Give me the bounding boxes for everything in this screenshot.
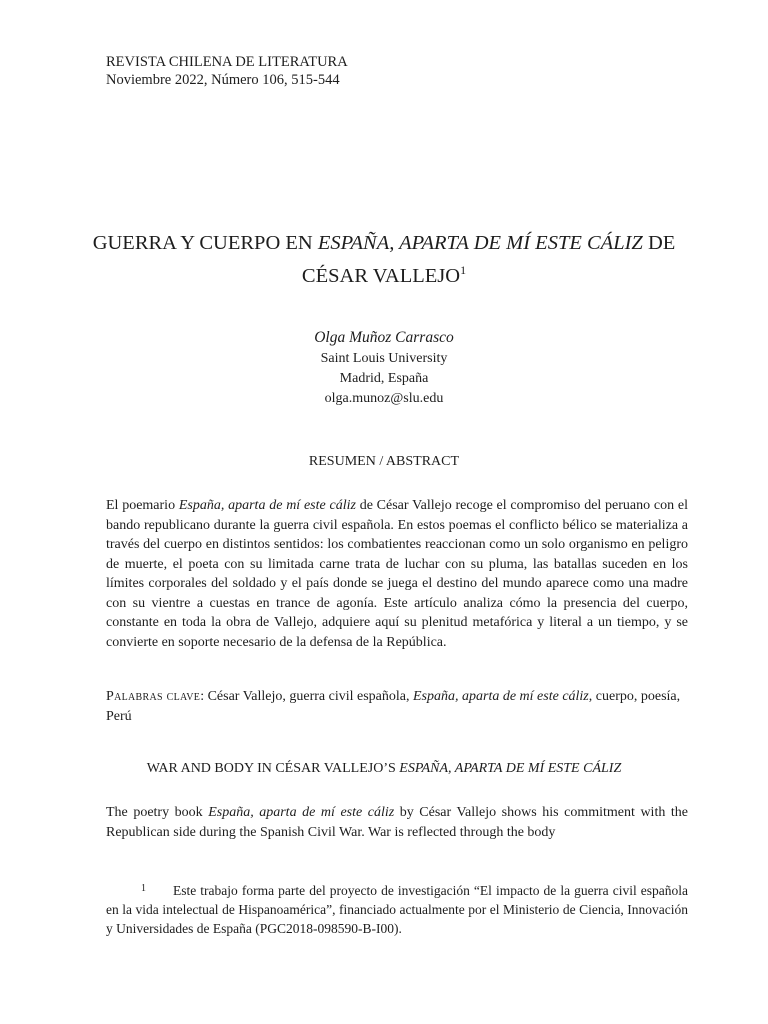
- author-affiliation: Saint Louis University: [320, 351, 448, 366]
- journal-issue: Noviembre 2022, Número 106, 515-544: [106, 72, 340, 88]
- footnote-mark: 1: [141, 883, 146, 894]
- abstract-heading: RESUMEN / ABSTRACT: [308, 454, 460, 469]
- abstract-body: de César Vallejo recoge el compromiso del peruano con el bando republicano durante la guerra civil española. En estos poemas el conflicto bélico se materializa a través del cuerpo en distintos sentidos: los combatientes reaccionan como un solo organismo en peligro de muerte, el poeta con su limitada carne trata de luchar con su pluma, las batallas suceden en los límites corporales del soldado y el país donde se juega el destino del mundo aparece como una madre con su vientre a cuestas en trance de agonía. Este artículo analiza cómo la presencia del cuerpo, constante en toda la obra de Vallejo, adquiere aquí su plenitud metafórica y literal a un tiempo, y se convierte en soporte necesario de la defensa de la República.: [106, 498, 688, 650]
- journal-name: REVISTA CHILENA DE LITERATURA: [106, 54, 348, 70]
- article-title: [60, 230, 708, 290]
- keywords-sep: :: [200, 689, 208, 704]
- author-block: [100, 327, 668, 409]
- author-email[interactable]: olga.munoz@slu.edu: [324, 391, 444, 406]
- english-title-part1: WAR AND BODY IN CÉSAR VALLEJO’S: [146, 761, 400, 776]
- english-lead-italic: España, aparta de mí este cáliz: [208, 805, 395, 820]
- abstract-paragraph: [106, 496, 688, 652]
- keywords: [106, 687, 688, 727]
- footnote: [106, 879, 688, 938]
- keywords-italic: España, aparta de mí este cáliz: [413, 689, 589, 704]
- english-title-italic: ESPAÑA, APARTA DE MÍ ESTE CÁLIZ: [399, 761, 622, 776]
- journal-header: [106, 53, 348, 89]
- abstract-lead: El poemario: [106, 498, 179, 513]
- english-body: by César Vallejo shows his commitment with the Republican side during the Spanish Civil War. War is reflected through the body: [106, 805, 688, 840]
- title-italic: ESPAÑA, APARTA DE MÍ ESTE CÁLIZ: [317, 232, 643, 254]
- title-part1: GUERRA Y CUERPO EN: [92, 232, 318, 254]
- english-abstract: [106, 803, 688, 843]
- english-title: [60, 761, 708, 777]
- title-footnote-ref: 1: [460, 263, 467, 277]
- author-name: Olga Muñoz Carrasco: [314, 329, 454, 346]
- keywords-label: Palabras clave: [106, 689, 201, 704]
- keywords-text1: César Vallejo, guerra civil española,: [207, 689, 413, 704]
- keywords-text2: , cuerpo, poesía, Perú: [106, 689, 681, 724]
- english-lead: The poetry book: [106, 805, 209, 820]
- author-location: Madrid, España: [339, 371, 429, 386]
- abstract-lead-italic: España, aparta de mí este cáliz: [178, 498, 356, 513]
- title-part2: DE CÉSAR VALLEJO: [301, 232, 676, 287]
- footnote-text: Este trabajo forma parte del proyecto de investigación “El impacto de la guerra civil española en la vida intelectual de Hispanoamérica”, financiado actualmente por el Ministerio de Ciencia, Innovación y Universidades de España (PGC2018-098590-B-I00).: [106, 883, 688, 936]
